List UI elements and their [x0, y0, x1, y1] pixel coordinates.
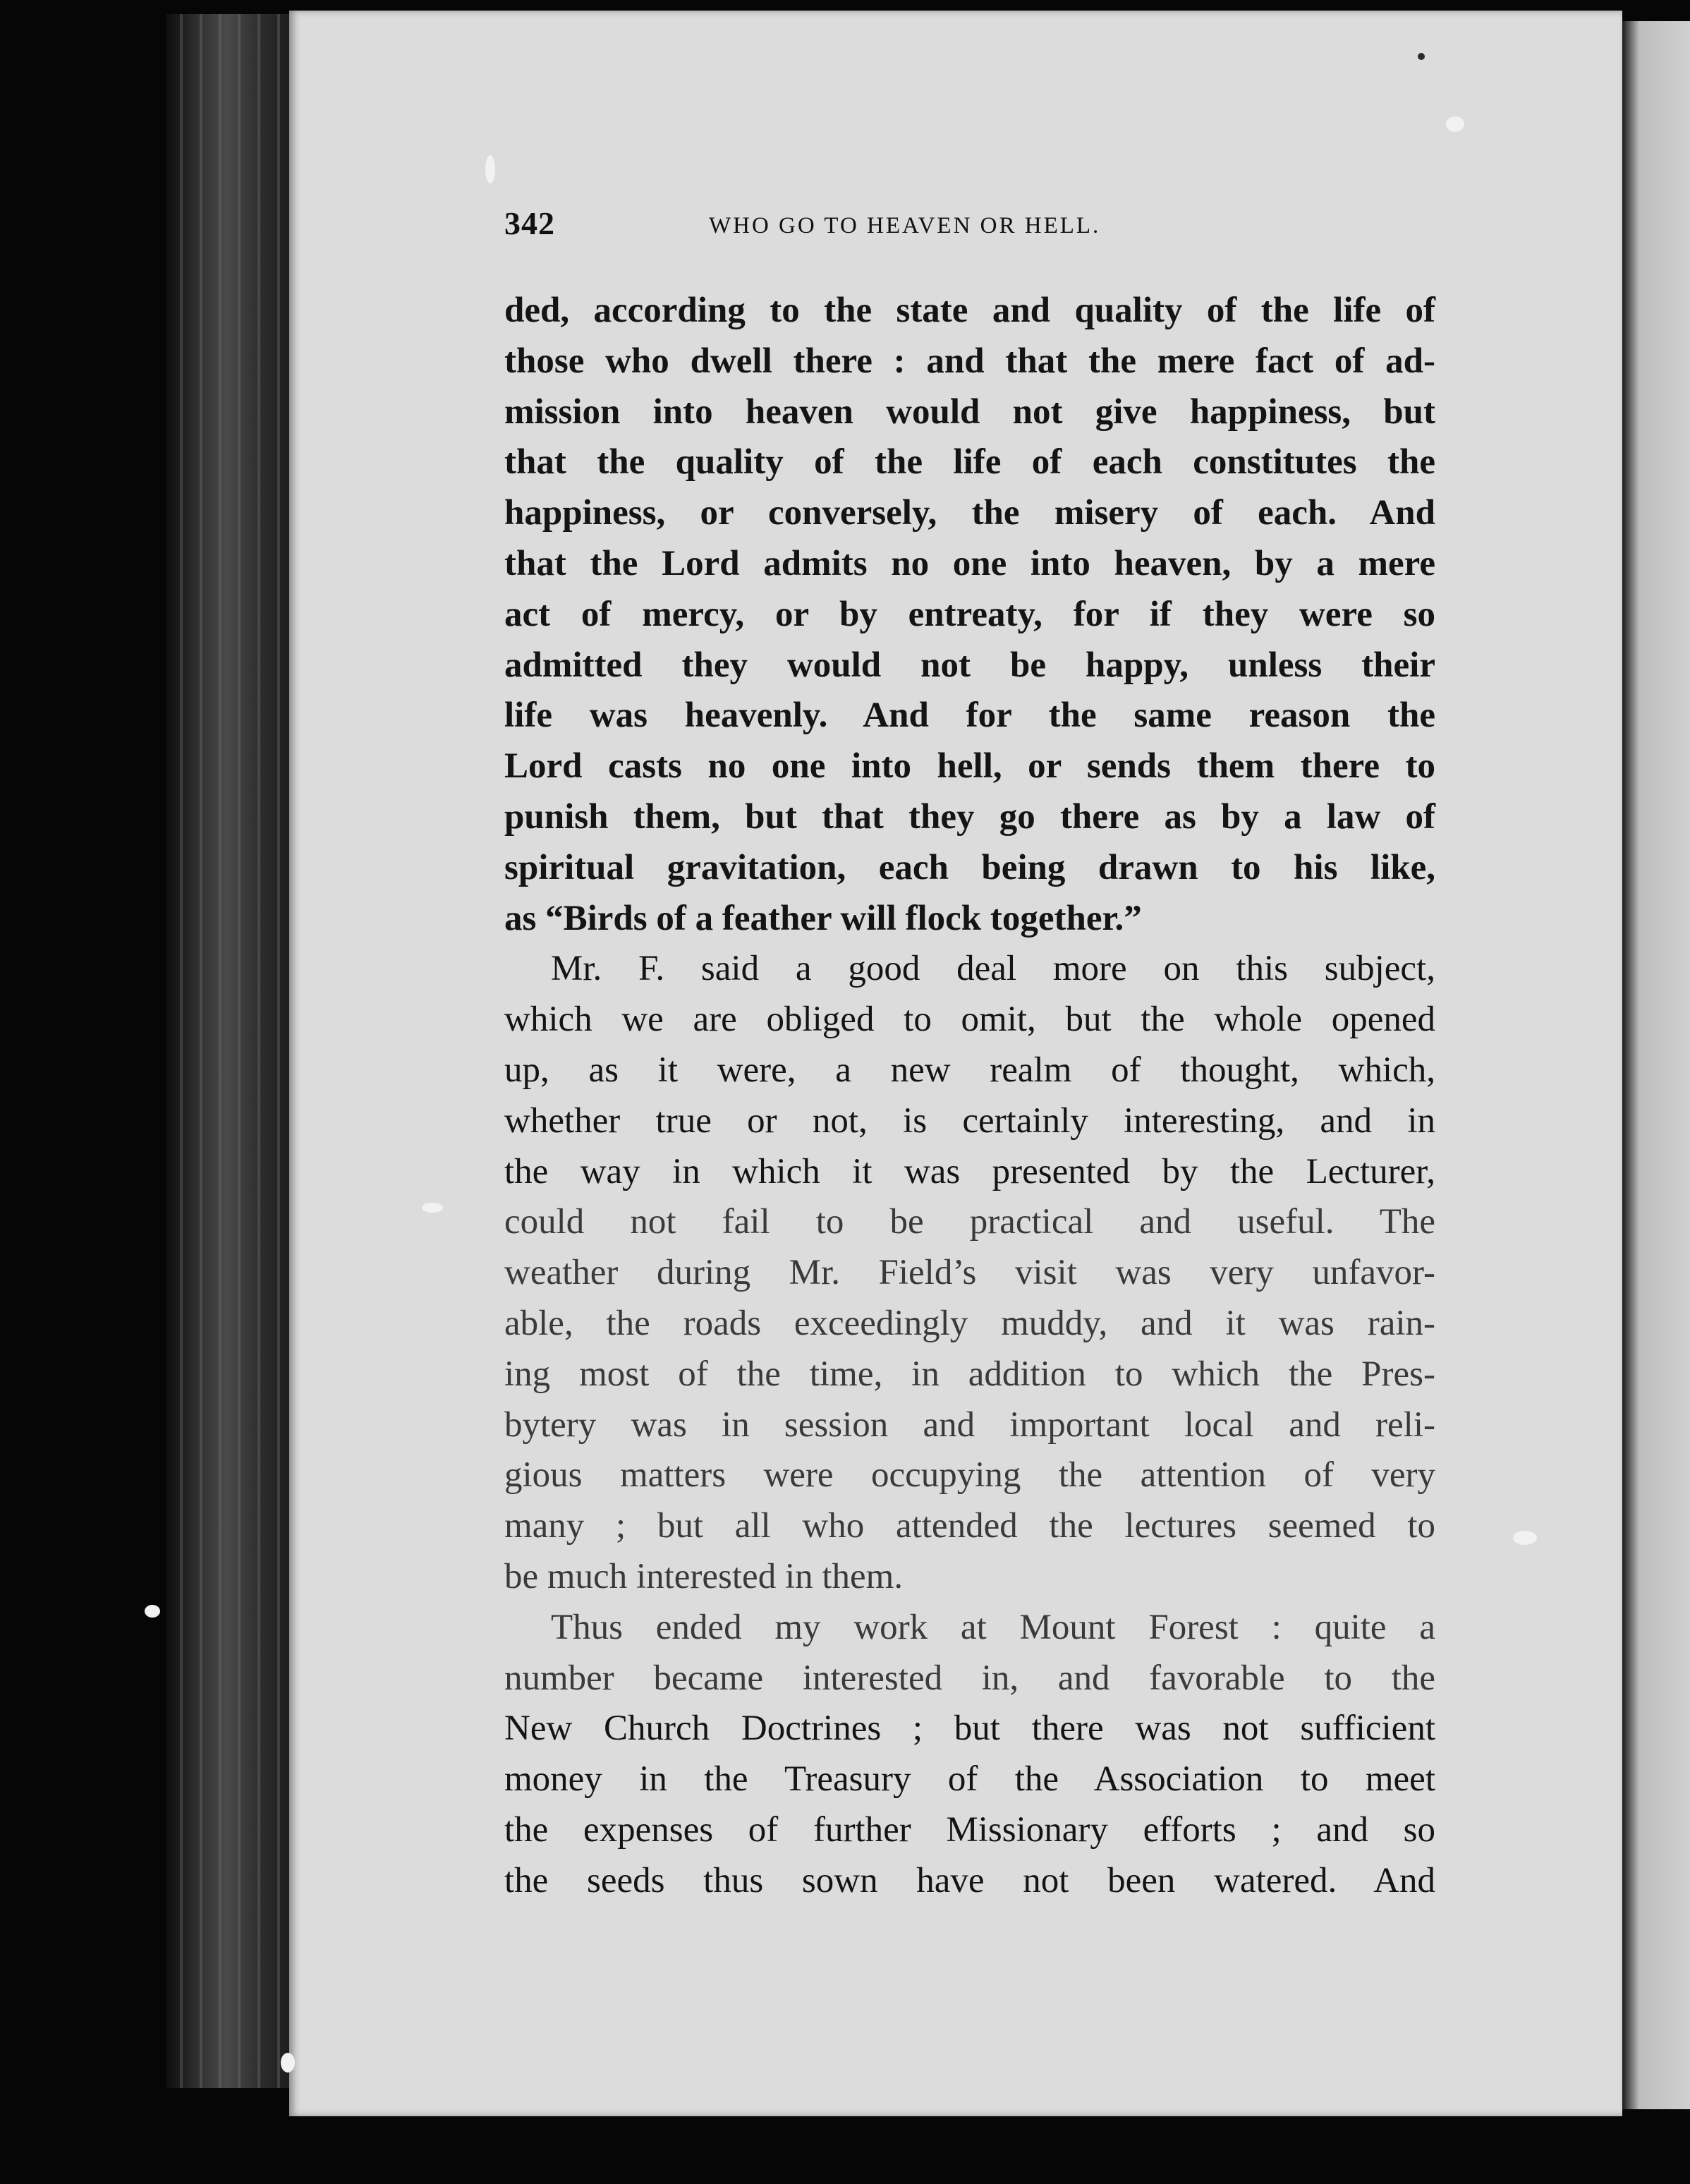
- text-line: mission into heaven would not give happiness, but: [504, 392, 1435, 432]
- text-line: weather during Mr. Field’s visit was very unfavor-: [504, 1253, 1435, 1293]
- text-line: many ; but all who attended the lectures seemed to: [504, 1506, 1435, 1546]
- text-line: ded, according to the state and quality of the life of: [504, 291, 1435, 330]
- text-line: spiritual gravitation, each being drawn to his like,: [504, 847, 1435, 887]
- scan-speck: [1513, 1531, 1537, 1545]
- page-number: 342: [504, 205, 555, 241]
- text-line: be much interested in them.: [504, 1556, 904, 1596]
- text-line: able, the roads exceedingly muddy, and it was rain-: [504, 1303, 1435, 1343]
- text-line: money in the Treasury of the Association to meet: [504, 1759, 1435, 1800]
- text-line: Mr. F. said a good deal more on this subject,: [551, 949, 1435, 989]
- text-line: act of mercy, or by entreaty, for if they were so: [504, 594, 1435, 634]
- book-page-edges: [166, 14, 300, 2088]
- scan-speck: [145, 1605, 160, 1618]
- text-line: that the Lord admits no one into heaven, by a mere: [504, 543, 1435, 583]
- text-line: could not fail to be practical and useful. The: [504, 1202, 1435, 1242]
- text-line: bytery was in session and important local and reli-: [504, 1405, 1435, 1445]
- text-line: admitted they would not be happy, unless their: [504, 645, 1435, 685]
- text-line: gious matters were occupying the attention of very: [504, 1455, 1435, 1496]
- page-edge-stripe: [180, 14, 183, 2088]
- paragraph-3: [504, 1603, 1435, 1907]
- page-edge-stripe: [277, 14, 280, 2088]
- text-line: happiness, or conversely, the misery of each. And: [504, 493, 1435, 533]
- text-line: ing most of the time, in addition to which the Pres-: [504, 1354, 1435, 1394]
- text-line: up, as it were, a new realm of thought, which,: [504, 1050, 1435, 1090]
- text-line: New Church Doctrines ; but there was not sufficient: [504, 1709, 1435, 1749]
- page-edge-stripe: [238, 14, 241, 2088]
- scan-speck: [422, 1203, 443, 1213]
- paragraph-2: [504, 944, 1435, 1602]
- text-line: the seeds thus sown have not been watered. And: [504, 1860, 1435, 1900]
- text-line: the expenses of further Missionary efforts ; and so: [504, 1809, 1435, 1850]
- text-line: punish them, but that they go there as by a law of: [504, 796, 1435, 837]
- facing-page-edge: [1622, 21, 1690, 2109]
- page-edge-stripe: [257, 14, 260, 2088]
- page-edge-stripe: [200, 14, 202, 2088]
- text-line: Thus ended my work at Mount Forest : quite a: [551, 1607, 1435, 1647]
- text-line: as “Birds of a feather will flock together.”: [504, 898, 1142, 938]
- text-line: Lord casts no one into hell, or sends them there to: [504, 746, 1435, 787]
- text-line: that the quality of the life of each constitutes the: [504, 442, 1435, 483]
- scan-speck: [281, 2053, 295, 2073]
- scan-speck: [1418, 53, 1425, 60]
- scan-speck: [485, 155, 495, 183]
- text-line: which we are obliged to omit, but the whole opened: [504, 1000, 1435, 1040]
- running-head: [504, 205, 1435, 254]
- text-line: number became interested in, and favorable to the: [504, 1658, 1435, 1698]
- text-line: the way in which it was presented by the Lecturer,: [504, 1151, 1435, 1191]
- page-edge-stripe: [219, 14, 221, 2088]
- body-text: [504, 286, 1435, 1907]
- text-line: whether true or not, is certainly interesting, and in: [504, 1100, 1435, 1141]
- paragraph-1: [504, 286, 1435, 944]
- text-line: those who dwell there : and that the mere fact of ad-: [504, 341, 1435, 381]
- scan-speck: [1446, 116, 1464, 132]
- running-head-title: WHO GO TO HEAVEN OR HELL.: [709, 213, 1101, 238]
- text-line: life was heavenly. And for the same reason the: [504, 696, 1435, 736]
